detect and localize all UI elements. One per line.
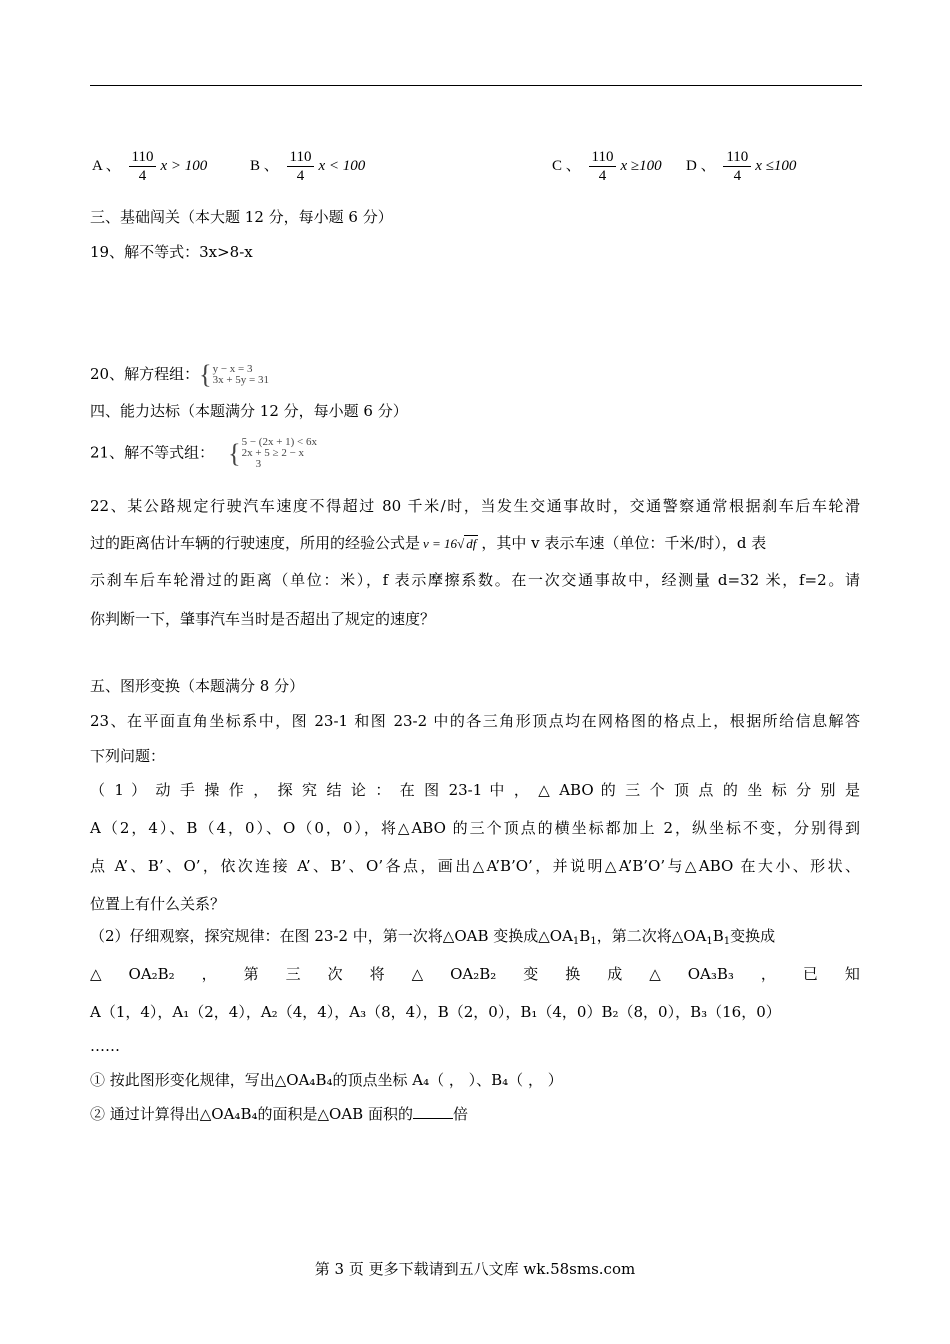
question-20 (90, 362, 269, 388)
spread-token: 次 (327, 965, 343, 983)
spread-token: 将 (369, 965, 385, 983)
speed-formula (423, 536, 478, 551)
question-23-line-2: 下列问题： (90, 747, 166, 765)
spread-token: ， (201, 965, 217, 983)
section-4-heading: 四、能力达标（本题满分 12 分，每小题 6 分） (90, 402, 408, 420)
part-2-line-3: A（1，4），A₁（2，4），A₂（4，4），A₃（8，4），B（2，0），B₁（4，0）B₂（8，0），B₃（16，0） (90, 1003, 781, 1021)
part-2-text-c: ，第二次将△OA (596, 927, 707, 945)
fraction-denominator: 4 (733, 168, 742, 184)
option-c-inequality: x ≥100 (620, 157, 662, 174)
sub-question-2 (90, 1104, 468, 1124)
option-b-label: B 、 (250, 157, 279, 174)
brace-icon: { (199, 360, 212, 389)
option-d-inequality: x ≤100 (755, 157, 797, 174)
section-3-heading: 三、基础闯关（本大题 12 分，每小题 6 分） (90, 208, 393, 226)
part-2-line-2 (90, 964, 860, 984)
spread-token: △ (90, 965, 102, 983)
option-c-fraction (589, 148, 617, 185)
option-c-label: C 、 (552, 157, 581, 174)
option-b-fraction (287, 148, 315, 185)
spread-token: 三 (285, 965, 301, 983)
spread-token: ， (760, 965, 776, 983)
spread-token: OA₃B₃ (687, 965, 734, 983)
sub-question-2-suffix: 倍 (452, 1105, 468, 1123)
ellipsis: …… (90, 1037, 120, 1055)
spread-token: △ (411, 965, 424, 983)
part-2-line-1: （2）仔细观察，探究规律：在图 23-2 中，第一次将△OAB 变换成$\triangle OA_1B_1$，第二次将$\triangle OA_1B_1$变换成 (90, 927, 776, 947)
option-d (686, 148, 796, 185)
fraction-numerator: 110 (723, 148, 751, 167)
sub-question-2-text: ② 通过计算得出△OA₄B₄的面积是△OAB 面积的 (90, 1105, 413, 1123)
part-1-line-4: 位置上有什么关系？ (90, 895, 226, 913)
spread-token: 换 (565, 965, 581, 983)
fraction-denominator: 4 (296, 168, 305, 184)
option-d-fraction (723, 148, 751, 185)
spread-token: OA₂B₂ (450, 965, 497, 983)
spread-token: △ (649, 965, 661, 983)
option-a-label: A 、 (92, 157, 121, 174)
fraction-numerator: 110 (287, 148, 315, 167)
formula-radicand: df (466, 536, 477, 551)
page-footer: 第 3 页 更多下载请到五八文库 wk.58sms.com (314, 1260, 636, 1278)
fraction-numerator: 110 (129, 148, 157, 167)
inequality-2: 2x + 5 ≥ 2 − x (241, 447, 305, 459)
question-22-line-4: 你判断一下，肇事汽车当时是否超出了规定的速度？ (90, 610, 436, 628)
part-2-text-e: 变换成 (730, 927, 776, 945)
option-a-inequality: x > 100 (160, 157, 208, 174)
question-21 (90, 437, 317, 470)
equation-system-20 (199, 362, 269, 388)
equation-1: y − x = 3 (212, 363, 253, 375)
option-c (552, 148, 662, 185)
option-b (250, 148, 365, 185)
question-20-text: 20、解方程组： (90, 365, 200, 383)
spread-token: 第 (243, 965, 259, 983)
sub-question-1: ① 按此图形变化规律，写出△OA₄B₄的顶点坐标 A₄（ ， ）、B₄（ ， ） (90, 1071, 563, 1089)
brace-icon: { (228, 438, 241, 468)
inequality-1: 5 − (2x + 1) < 6x (241, 436, 318, 448)
question-23-line-1: 23、在平面直角坐标系中，图 23-1 和图 23-2 中的各三角形顶点均在网格图的格点上，根据所给信息解答 (90, 712, 860, 730)
spread-token: 变 (523, 965, 539, 983)
part-2-text-a: （2）仔细观察，探究规律：在图 23-2 中，第一次将△OAB 变换成△OA (90, 927, 573, 945)
option-a (92, 148, 207, 185)
part-1-line-2: A（2，4）、B（4，0）、O（0，0），将△ABO 的三个顶点的横坐标都加上 2，纵坐标不变，分别得到 (90, 819, 860, 837)
inequality-system-21 (228, 437, 317, 470)
spread-token: OA₂B₂ (128, 965, 175, 983)
top-rule (90, 85, 862, 86)
option-a-fraction (129, 148, 157, 185)
inequality-2-denominator: 3 (255, 458, 262, 470)
question-19: 19、解不等式：3x>8-x (90, 243, 253, 261)
answer-blank[interactable] (413, 1104, 453, 1119)
part-2-text-b: B (579, 927, 591, 945)
question-22-text-b: ，其中 v 表示车速（单位：千米/时），d 表 (481, 534, 767, 552)
spread-token: 知 (844, 965, 860, 983)
fraction-denominator: 4 (598, 168, 607, 184)
question-21-text: 21、解不等式组： (90, 443, 215, 462)
question-22-line-1: 22、某公路规定行驶汽车速度不得超过 80 千米/时，当发生交通事故时，交通警察通常根据刹车后车轮滑 (90, 497, 860, 515)
formula-lhs: v = 16 (423, 536, 458, 551)
equation-2: 3x + 5y = 31 (212, 374, 269, 386)
spread-token: 成 (607, 965, 623, 983)
part-2-text-d: B (712, 927, 724, 945)
sqrt-icon: √ (457, 536, 465, 551)
section-5-heading: 五、图形变换（本题满分 8 分） (90, 677, 305, 695)
fraction-denominator: 4 (138, 168, 147, 184)
question-22-line-3: 示刹车后车轮滑过的距离（单位：米），f 表示摩擦系数。在一次交通事故中，经测量 d=32 米，f=2。请 (90, 571, 860, 589)
option-b-inequality: x < 100 (318, 157, 366, 174)
fraction-numerator: 110 (589, 148, 617, 167)
question-22-line-2 (90, 533, 860, 554)
question-22-text-a: 过的距离估计车辆的行驶速度，所用的经验公式是 (90, 534, 421, 552)
option-d-label: D 、 (686, 157, 716, 174)
spread-token: 已 (802, 965, 818, 983)
part-1-line-3: 点 A’、B’、O’，依次连接 A’、B’、O’各点，画出△A’B’O’，并说明△A’B’O’与△ABO 在大小、形状、 (90, 857, 860, 875)
part-1-line-1: （ 1 ） 动 手 操 作 ， 探 究 结 论 ： 在 图 23-1 中 ， △ ABO 的 三 个 顶 点 的 坐 标 分 别 是 (90, 781, 860, 799)
